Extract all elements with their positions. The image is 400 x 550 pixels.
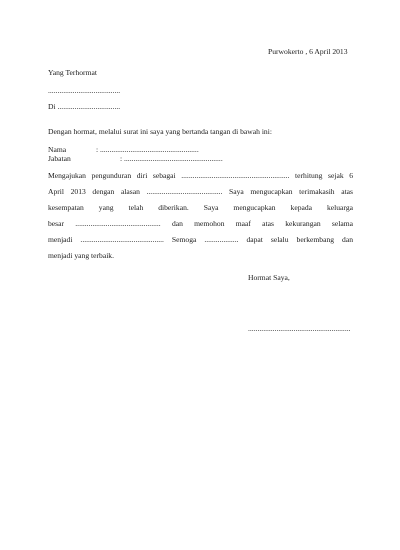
location-line: Di .................................	[48, 102, 121, 111]
body-line: menjadi yang terbaik.	[48, 251, 115, 260]
opening-sentence: Dengan hormat, melalui surat ini saya yang bertanda tangan di bawah ini:	[48, 127, 272, 136]
position-label: Jabatan	[48, 154, 71, 163]
name-value: : ....................................................	[96, 145, 199, 154]
body-line: besar ............................................. dan memohon maaf atas kekurangan selama	[48, 219, 353, 228]
recipient-placeholder: ......................................	[48, 86, 121, 95]
body-line: menjadi ............................................ Semoga .................. dapat selalu berkembang dan	[48, 235, 353, 244]
closing: Hormat Saya,	[248, 273, 290, 282]
name-label: Nama	[48, 145, 67, 154]
date-line: Purwokerto , 6 April 2013	[268, 47, 348, 56]
body-line: April 2013 dengan alasan ........................................ Saya mengucapkan terimakasih atas	[48, 187, 353, 196]
salutation: Yang Terhormat	[48, 68, 97, 77]
body-line: Mengajukan pengunduran diri sebagai ......................................................... terhitung sejak 6	[48, 171, 353, 180]
position-value: : ....................................................	[120, 154, 223, 163]
body-line: kesempatan yang telah diberikan. Saya mengucapkan kepada keluarga	[48, 203, 353, 212]
signature-placeholder: ......................................................	[248, 324, 351, 333]
